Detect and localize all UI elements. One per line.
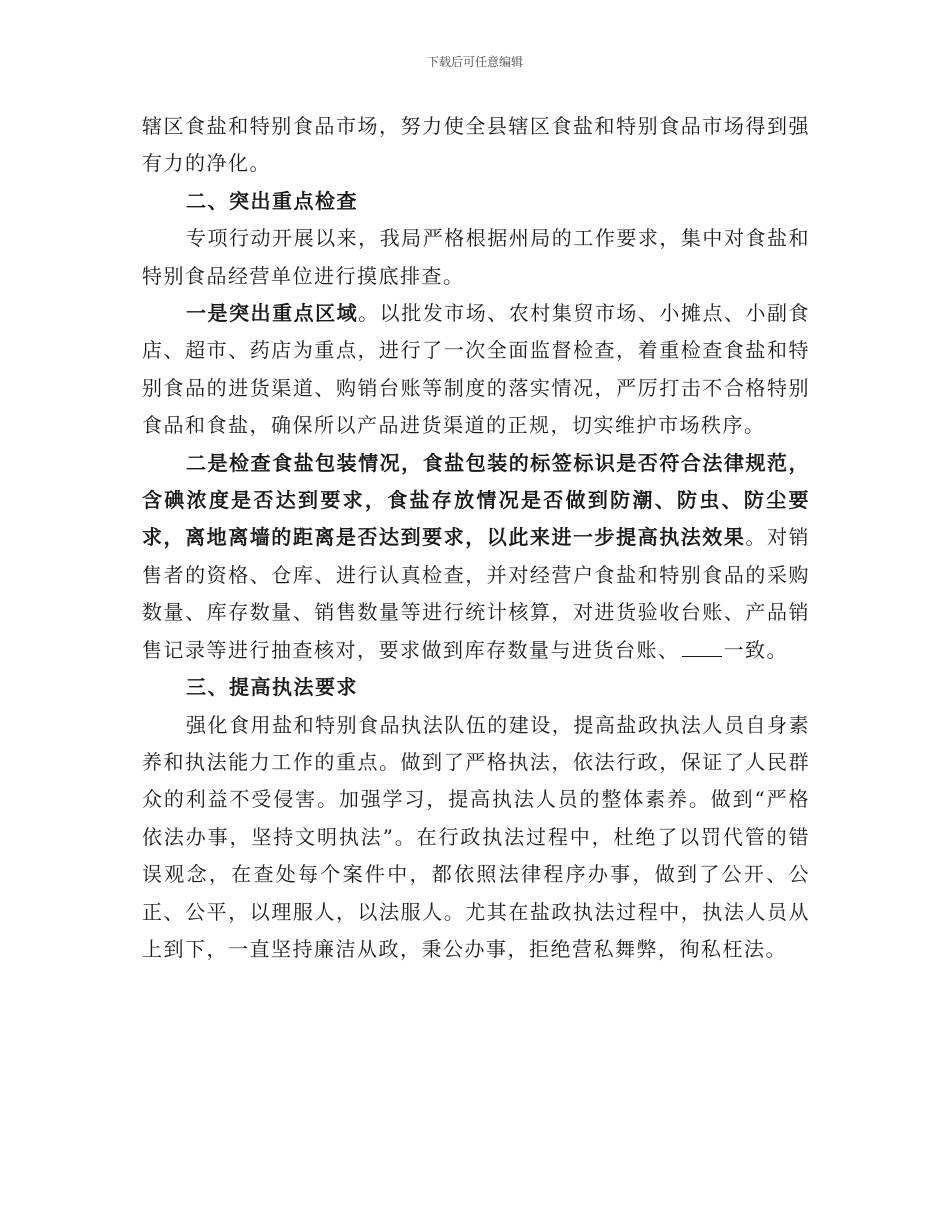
packaging-check-lead: 二是检查食盐包装情况，食盐包装的标签标识是否符合法律规范，含碘浓度是否达到要求，食盐存放情况是否做到防潮、防虫、防尘要求，离地离墙的距离是否达到要求，以此来进一步提高执法效果 (142, 450, 810, 550)
packaging-check-tail: 一致。 (723, 637, 788, 662)
paragraph-enforcement: 强化食用盐和特别食品执法队伍的建设，提高盐政执法人员自身素养和执法能力工作的重点。做到了严格执法，依法行政，保证了人民群众的利益不受侵害。加强学习，提高执法人员的整体素养。做到“严格依法办事，坚持文明执法”。在行政执法过程中，杜绝了以罚代管的错误观念，在查处每个案件中，都依照法律程序办事，做到了公开、公正、公平，以理服人，以法服人。尤其在盐政执法过程中，执法人员从上到下，一直坚持廉洁从政，秉公办事，拒绝营私舞弊，徇私枉法。 (142, 712, 810, 961)
paragraph-continuation: 辖区食盐和特别食品市场，努力使全县辖区食盐和特别食品市场得到强有力的净化。 (142, 114, 810, 176)
packaging-check-text: 。对销售者的资格、仓库、进行认真检查，并对经营户食盐和特别食品的采购数量、库存数量、销售数量等进行统计核算，对进货验收台账、产品销售记录等进行抽查核对，要求做到库存数量与进货台账、 (142, 525, 811, 662)
paragraph-key-areas (142, 295, 810, 445)
header-note: 下载后可任意编辑 (426, 55, 523, 69)
key-areas-text: 。以批发市场、农村集贸市场、小摊点、小副食店、超市、药店为重点，进行了一次全面监督检查，着重检查食盐和特别食品的进货渠道、购销台账等制度的落实情况，严厉打击不合格特别食品和食盐，确保所以产品进货渠道的正规，切实维护市场秩序。 (142, 301, 811, 438)
paragraph-inspection-intro: 专项行动开展以来，我局严格根据州局的工作要求，集中对食盐和特别食品经营单位进行摸底排查。 (142, 226, 810, 288)
section-heading-2: 二、突出重点检查 (186, 188, 358, 213)
key-areas-lead: 一是突出重点区域 (186, 301, 359, 326)
fill-in-blank (682, 636, 722, 657)
document-body (142, 108, 810, 968)
section-heading-3: 三、提高执法要求 (186, 675, 358, 700)
paragraph-packaging-check (142, 445, 810, 669)
